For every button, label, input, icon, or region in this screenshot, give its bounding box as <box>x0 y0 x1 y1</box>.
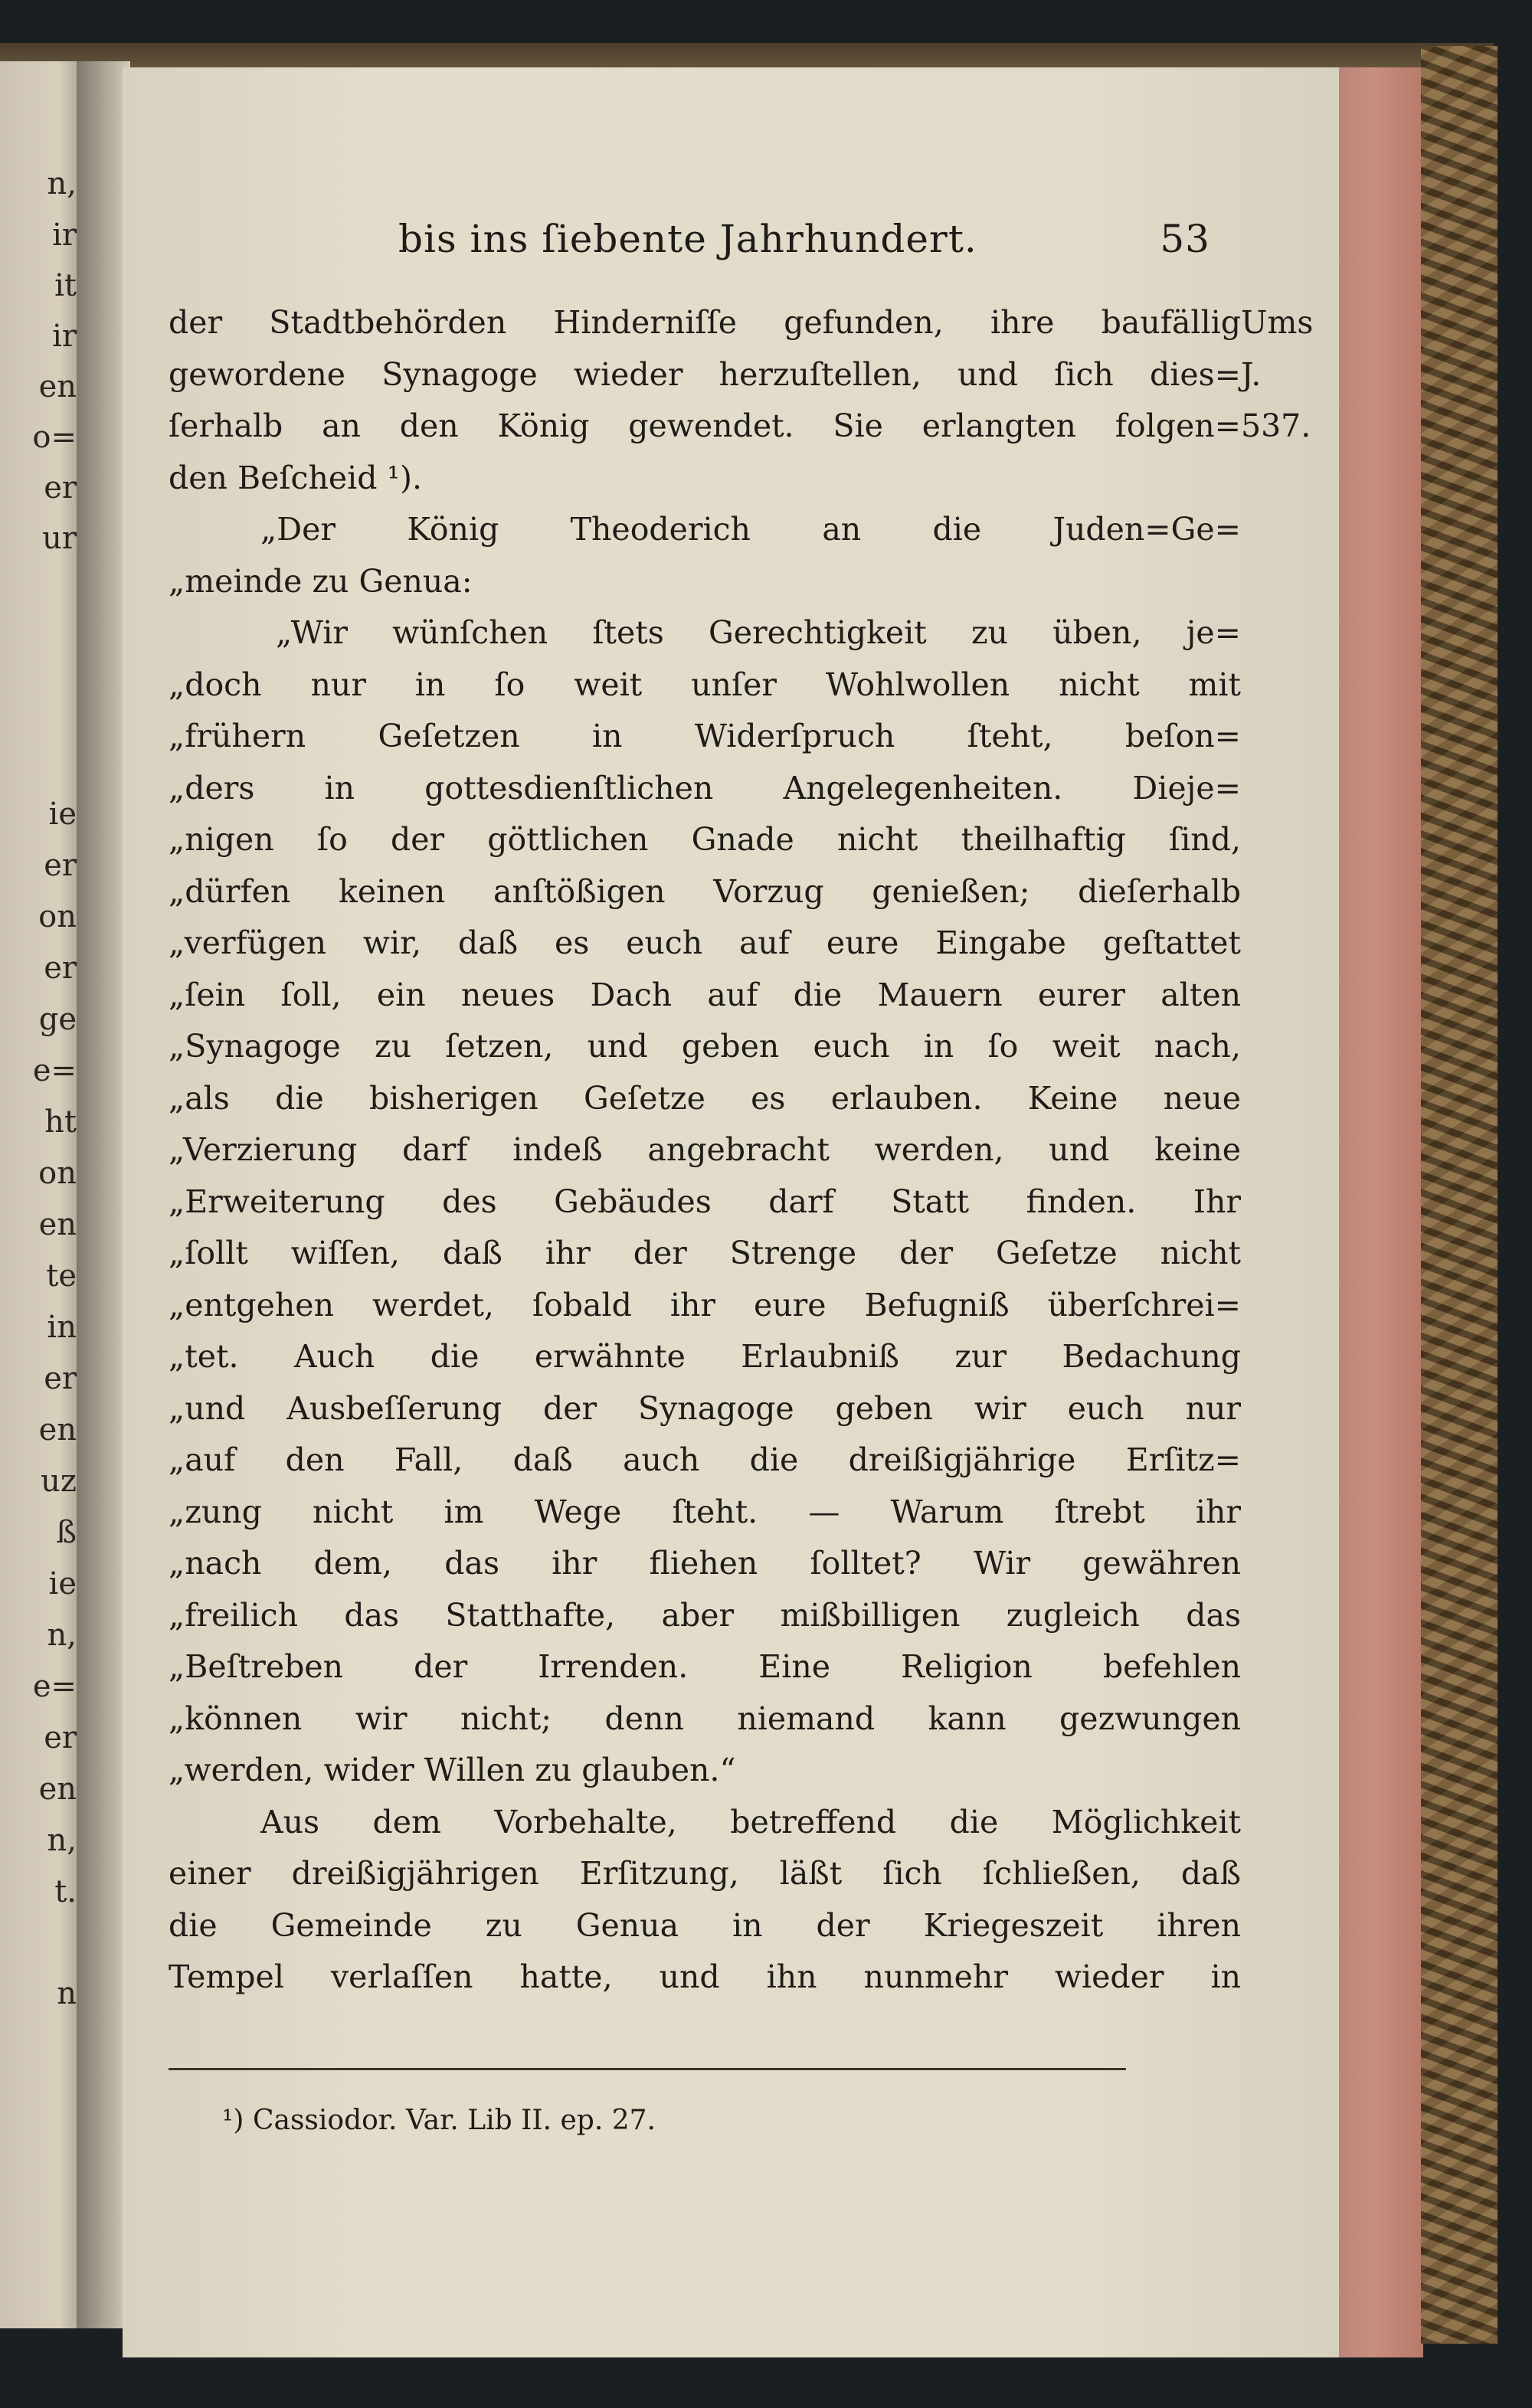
left-fragment: ie <box>48 1566 77 1602</box>
text-line: der Stadtbehörden Hinderniſſe gefunden, ihre baufällig <box>169 304 1241 341</box>
running-title: bis ins ſiebente Jahrhundert. <box>398 217 977 261</box>
book-page <box>123 67 1340 2357</box>
text-line: „und Ausbeſſerung der Synagoge geben wir euch nur <box>169 1389 1241 1427</box>
footnote <box>222 2105 656 2136</box>
text-line: „frühern Geſetzen in Widerſpruch ſteht, beſon= <box>169 718 1241 754</box>
text-line: „ſollt wiſſen, daß ihr der Strenge der Geſetze nicht <box>169 1235 1241 1271</box>
left-fragment: n, <box>47 166 77 201</box>
text-line: „können wir nicht; denn niemand kann gezwungen <box>169 1700 1241 1737</box>
text-line: „Erweiterung des Gebäudes darf Statt finden. Ihr <box>169 1183 1241 1220</box>
text-line: „Beſtreben der Irrenden. Eine Religion befehlen <box>169 1648 1241 1685</box>
margin-note-line: Ums <box>1241 304 1314 341</box>
left-fragment: on <box>38 899 77 934</box>
marbled-cover <box>1421 46 1498 2344</box>
left-fragment: en <box>38 1772 77 1807</box>
left-fragment: er <box>44 848 77 883</box>
left-fragment: er <box>44 950 77 986</box>
text-line: „ders in gottesdienſtlichen Angelegenheiten. Dieje= <box>169 769 1241 806</box>
left-fragment: ß <box>56 1515 77 1550</box>
text-line: „als die bisherigen Geſetze es erlauben. Keine neue <box>169 1079 1241 1117</box>
left-fragment: n <box>57 1976 77 2011</box>
text-line: „doch nur in ſo weit unſer Wohlwollen nicht mit <box>169 666 1241 703</box>
text-line: „ſein ſoll, ein neues Dach auf die Mauern eurer alten <box>169 976 1241 1013</box>
text-line: die Gemeinde zu Genua in der Kriegeszeit ihren <box>169 1906 1241 1944</box>
left-fragment: en <box>38 369 77 404</box>
left-fragment: ir <box>52 319 77 354</box>
footnote-marker: ¹) <box>222 2105 244 2136</box>
left-fragment: it <box>54 268 77 303</box>
page-edge <box>1339 67 1423 2357</box>
text-line: „auf den Fall, daß auch die dreißigjährige Erſitz= <box>169 1441 1241 1478</box>
left-fragment: ir <box>52 218 77 253</box>
text-line: „nach dem, das ihr fliehen ſolltet? Wir gewähren <box>169 1545 1241 1582</box>
left-fragment: te <box>46 1258 77 1294</box>
left-fragment: ht <box>44 1104 77 1140</box>
left-fragment: on <box>38 1156 77 1191</box>
left-fragment: t. <box>54 1874 77 1909</box>
left-fragment: o= <box>32 420 77 455</box>
footnote-text: Cassiodor. Var. Lib II. ep. 27. <box>252 2105 656 2136</box>
text-line: „tet. Auch die erwähnte Erlaubniß zur Bedachung <box>169 1338 1241 1375</box>
left-fragment: e= <box>32 1669 77 1704</box>
left-fragment: er <box>44 470 77 505</box>
left-fragment: in <box>47 1310 77 1345</box>
text-line: ſerhalb an den König gewendet. Sie erlangten folgen= <box>169 407 1241 444</box>
text-line: den Beſcheid ¹). <box>169 459 423 496</box>
text-line: Tempel verlaſſen hatte, und ihn nunmehr wieder in <box>169 1958 1241 1995</box>
text-line: gewordene Synagoge wieder herzuſtellen, und ſich dies= <box>169 355 1241 393</box>
left-fragment: e= <box>32 1053 77 1088</box>
left-fragment: er <box>44 1720 77 1755</box>
left-facing-page <box>0 61 84 2328</box>
text-line: „dürfen keinen anſtößigen Vorzug genießen; dieſerhalb <box>169 872 1241 910</box>
text-line: „Verzierung darf indeß angebracht werden, und keine <box>169 1131 1241 1168</box>
left-fragment: n, <box>47 1823 77 1858</box>
text-line: „verfügen wir, daß es euch auf eure Eingabe geſtattet <box>169 924 1241 961</box>
left-fragment: ie <box>48 797 77 832</box>
left-fragment: uz <box>41 1464 77 1499</box>
text-line: „Synagoge zu ſetzen, und geben euch in ſo weit nach, <box>169 1028 1241 1065</box>
text-line: „Der König Theoderich an die Juden=Ge= <box>260 511 1241 548</box>
left-fragment: ge <box>38 1002 77 1037</box>
margin-note-line: J. <box>1241 355 1262 393</box>
text-line: „zung nicht im Wege ſteht. — Warum ſtrebt ihr <box>169 1493 1241 1530</box>
text-line: „freilich das Statthafte, aber mißbilligen zugleich das <box>169 1596 1241 1634</box>
page-number: 53 <box>1160 217 1210 261</box>
left-fragment: n, <box>47 1618 77 1653</box>
margin-note-line: 537. <box>1241 407 1311 444</box>
text-line: „meinde zu Genua: <box>169 562 473 600</box>
left-fragment: en <box>38 1412 77 1448</box>
text-line: „Wir wünſchen ſtets Gerechtigkeit zu üben, je= <box>276 614 1241 651</box>
text-line: Aus dem Vorbehalte, betreffend die Möglichkeit <box>260 1803 1241 1840</box>
left-fragment: ur <box>42 521 77 556</box>
footnote-rule <box>169 2068 1126 2070</box>
body-text <box>169 297 1241 2004</box>
left-fragment: en <box>38 1207 77 1242</box>
text-line: „entgehen werdet, ſobald ihr eure Befugniß überſchrei= <box>169 1286 1241 1323</box>
text-line: „nigen ſo der göttlichen Gnade nicht theilhaftig ſind, <box>169 821 1241 858</box>
text-line: „werden, wider Willen zu glauben.“ <box>169 1752 736 1788</box>
left-fragment: er <box>44 1361 77 1396</box>
text-line: einer dreißigjährigen Erſitzung, läßt ſich ſchließen, daß <box>169 1855 1241 1892</box>
